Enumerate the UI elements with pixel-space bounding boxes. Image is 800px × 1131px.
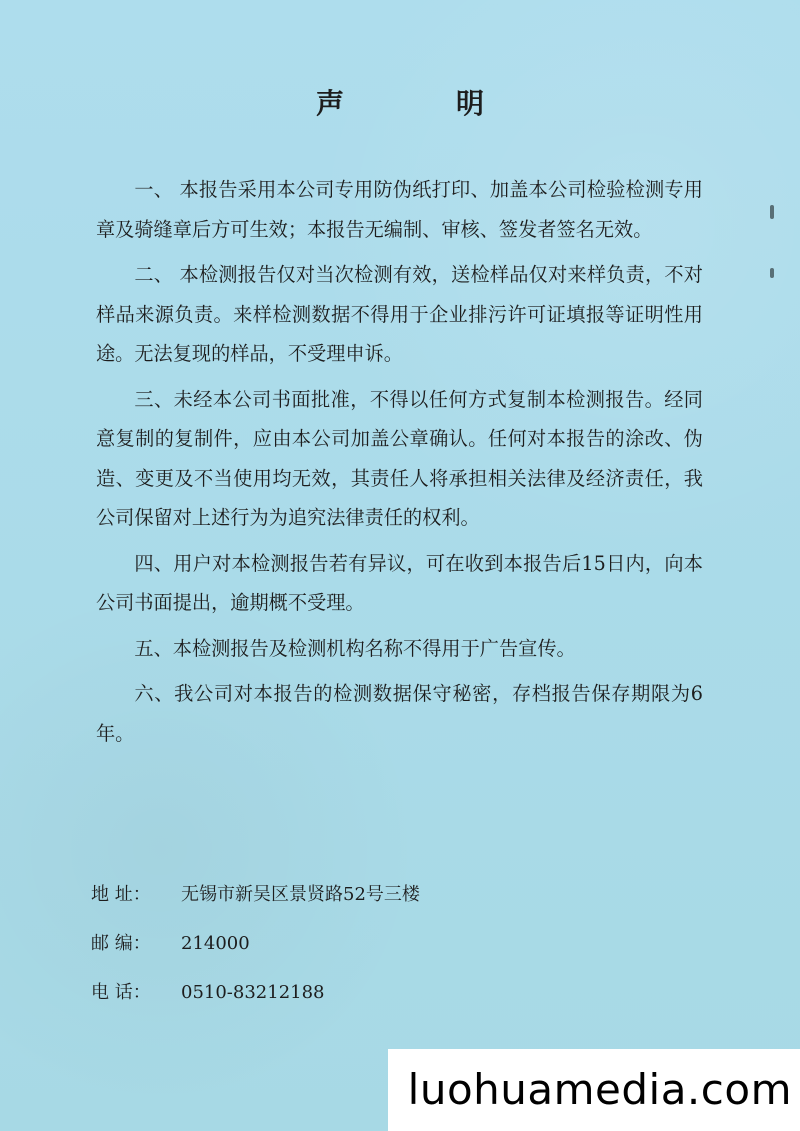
postcode-label: 邮 编： (91, 933, 151, 954)
address-label: 地 址： (91, 884, 151, 905)
paragraph-1: 一、 本报告采用本公司专用防伪纸打印、加盖本公司检验检测专用章及骑缝章后方可生效；本报告无编制、审核、签发者签名无效。 (96, 178, 703, 241)
postcode-value: 214000 (181, 933, 250, 954)
phone-value: 0510-83212188 (181, 982, 325, 1003)
paragraph-5: 五、本检测报告及检测机构名称不得用于广告宣传。 (134, 636, 576, 660)
phone-label: 电 话： (91, 982, 151, 1003)
watermark-text: luohuamedia.com (388, 1049, 800, 1131)
edge-mark-icon (770, 205, 774, 219)
phone-row (91, 968, 420, 1017)
address-row (91, 870, 420, 919)
paragraph-3: 三、未经本公司书面批准，不得以任何方式复制本检测报告。经同意复制的复制件，应由本公司加盖公章确认。任何对本报告的涂改、伪造、变更及不当使用均无效，其责任人将承担相关法律及经济责任，我公司保留对上述行为为追究法律责任的权利。 (96, 387, 703, 529)
paragraph-6: 六、我公司对本报告的检测数据保守秘密，存档报告保存期限为6年。 (96, 682, 703, 745)
paragraph-2: 二、 本检测报告仅对当次检测有效，送检样品仅对来样负责，不对样品来源负责。来样检测数据不得用于企业排污许可证填报等证明性用途。无法复现的样品，不受理申诉。 (96, 263, 703, 365)
statement-content (96, 170, 703, 759)
paragraph-4: 四、用户对本检测报告若有异议，可在收到本报告后15日内，向本公司书面提出，逾期概不受理。 (96, 551, 703, 614)
postcode-row (91, 919, 420, 968)
page-title: 声明 (315, 87, 596, 120)
contact-info (91, 870, 420, 1017)
edge-mark-icon (770, 268, 774, 278)
address-value: 无锡市新吴区景贤路52号三楼 (181, 884, 420, 905)
